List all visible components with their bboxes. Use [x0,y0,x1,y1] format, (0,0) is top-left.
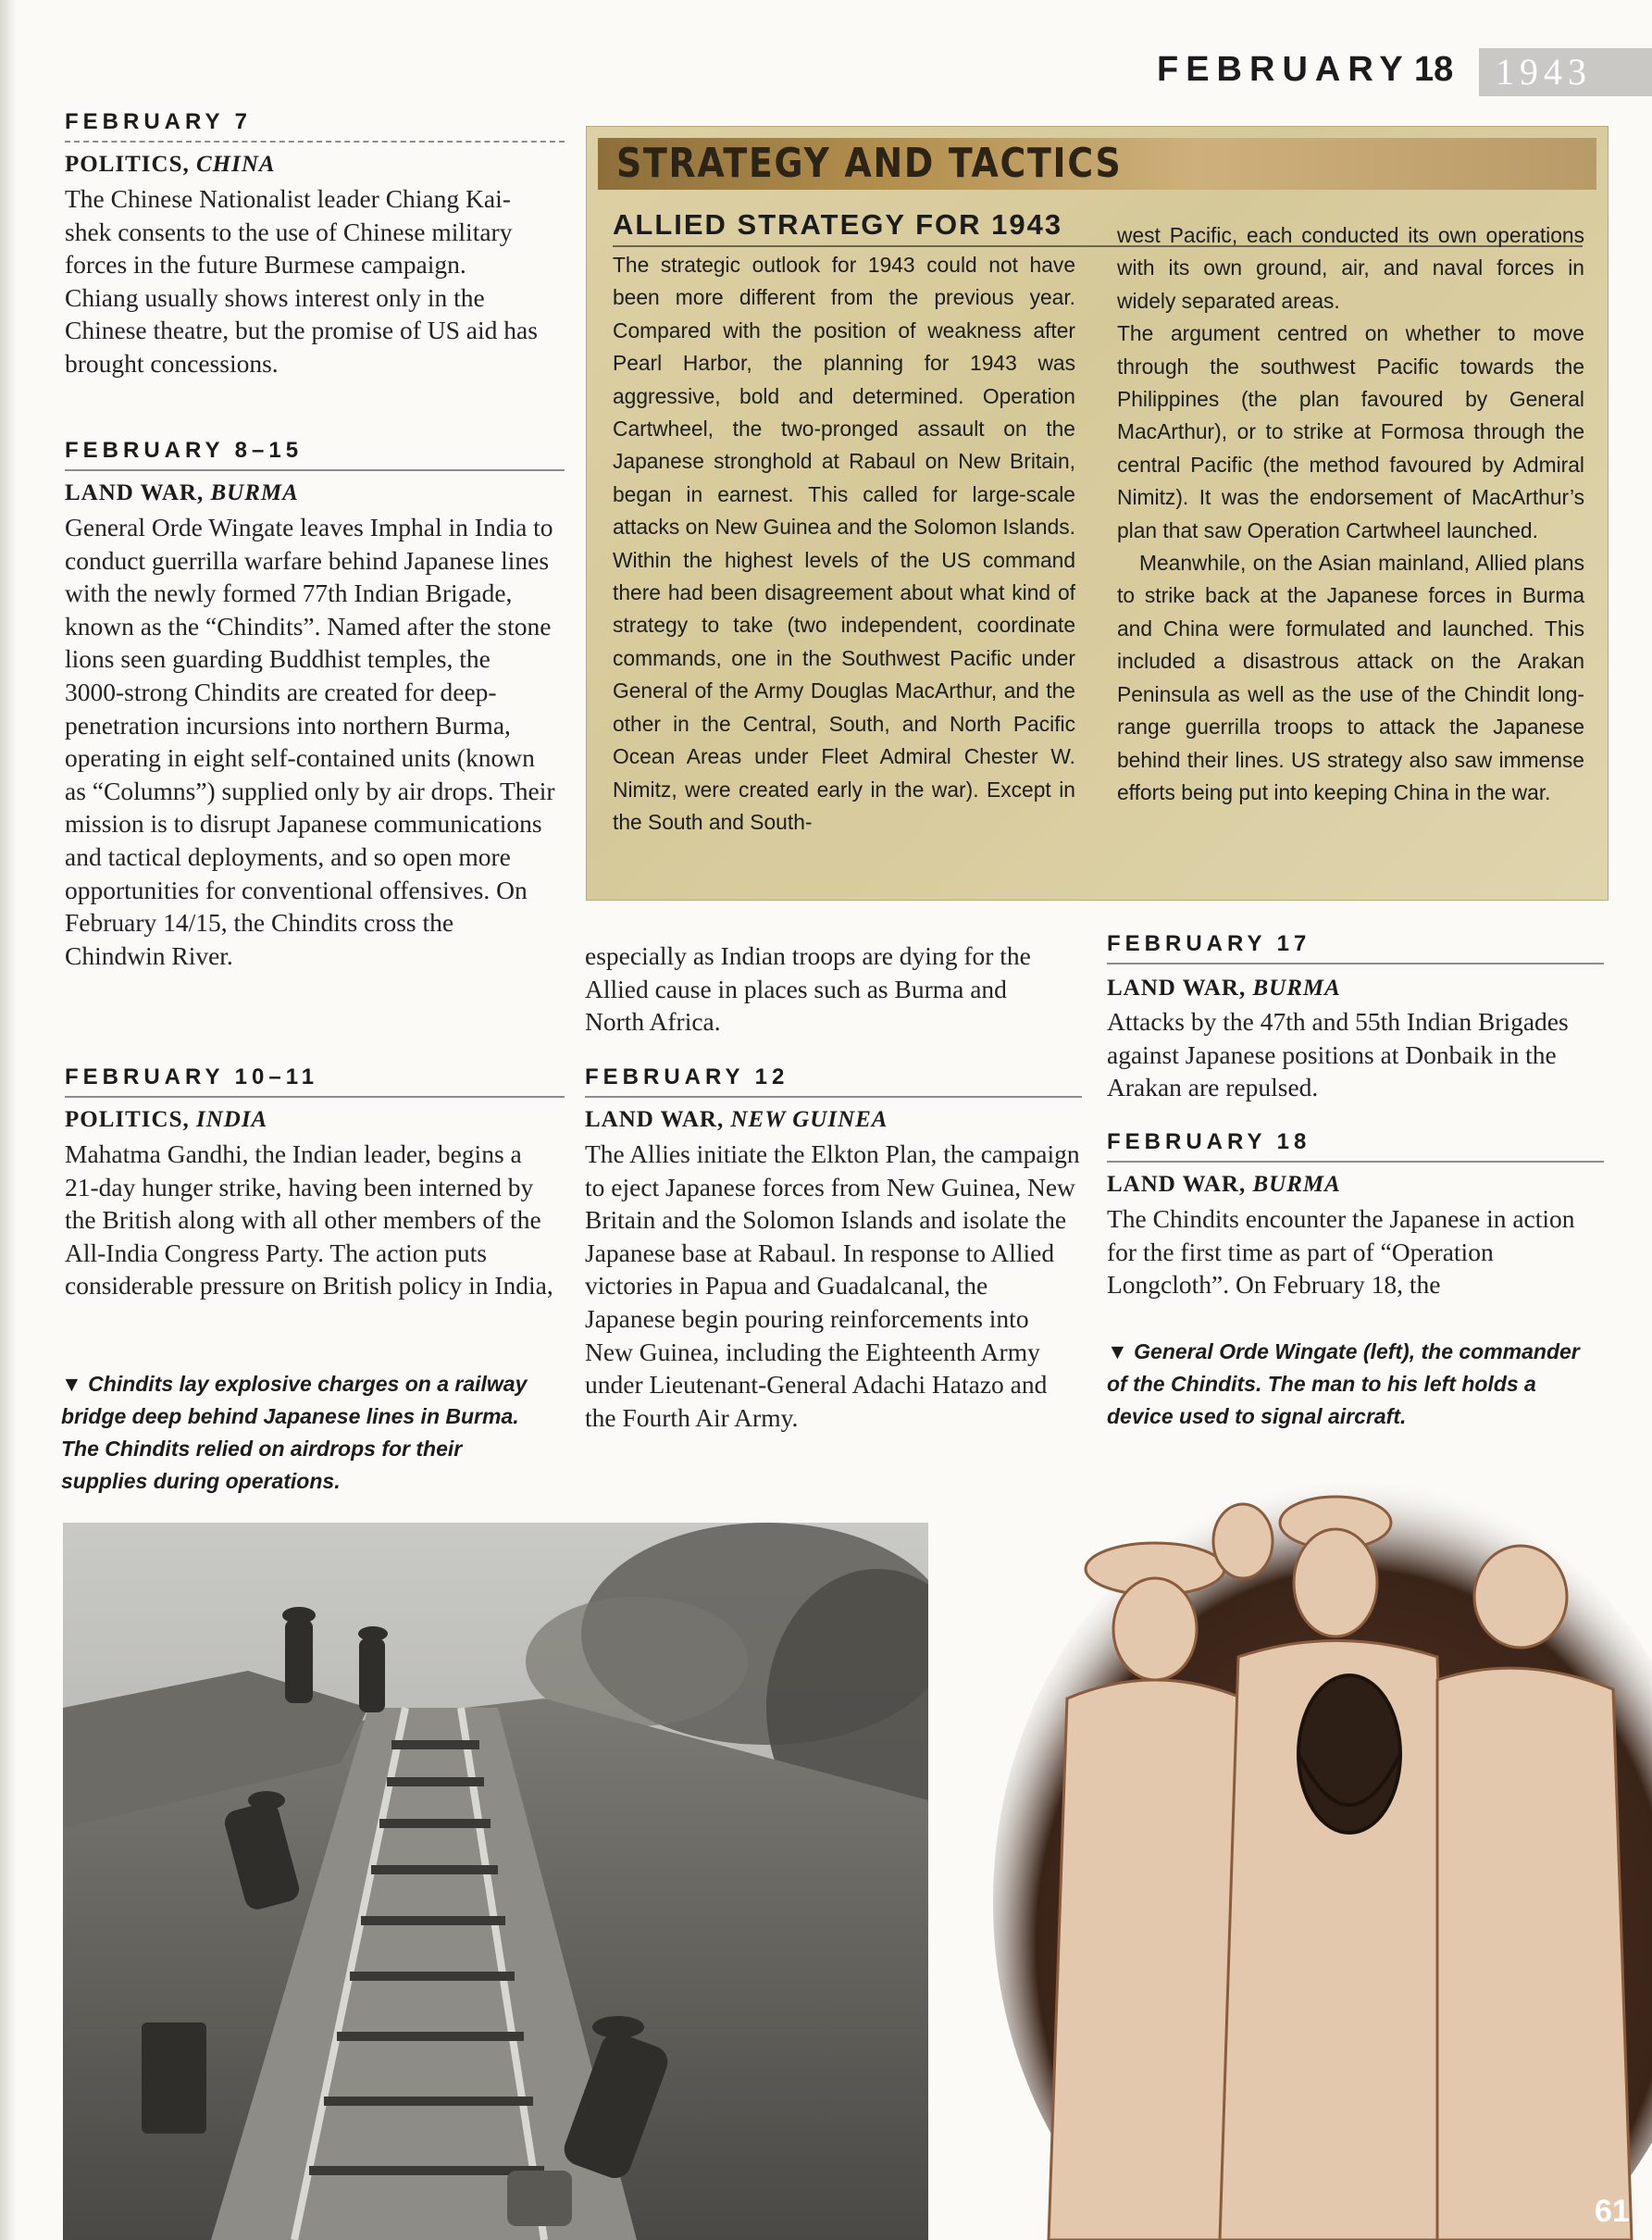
region-text: BURMA [1252,976,1341,1001]
entry-body: Mahatma Gandhi, the Indian leader, begins a 21-day hunger strike, having been interned by the British along with all other members of the All-India Congress Party. The action puts considerable pressure on British policy in India, [65,1139,553,1300]
category-label [65,152,276,178]
strategy-column-2 [1117,219,1584,809]
photo-caption: ▼ Chindits lay explosive charges on a railway bridge deep behind Japanese lines in Burma. The Chindits relied on airdrops for their supplies during operations. [61,1372,528,1493]
wingate-group-image [984,1467,1652,2240]
date-heading: FEBRUARY 8–15 [65,438,565,471]
strategy-panel [586,126,1609,901]
photo-caption: ▼ General Orde Wingate (left), the commander of the Chindits. The man to his left holds a device used to signal aircraft. [1107,1339,1580,1428]
running-header-year: 1943 [1496,51,1592,93]
strategy-paragraph: The argument centred on whether to move through the southwest Pacific towards the Philippines (the plan favoured by General MacArthur), or to strike at Formosa through the central Pacific (the method favoured by Admiral Nimitz). It was the endorsement of MacArthur’s plan that saw Operation Cartwheel launched. [1117,321,1584,542]
region-text: BURMA [210,480,299,505]
date-heading: FEBRUARY 12 [585,1064,1082,1098]
category-label [65,480,299,506]
page-number: 61 [1595,2194,1630,2229]
category-label [1107,976,1341,1002]
strategy-paragraph: The strategic outlook for 1943 could not have been more different from the previous year. Compared with the position of weakness after Pearl Harbor, the planning for 1943 was aggressive, bold and determined. Operation Cartwheel, the two-pronged assault on the Japanese stronghold at Rabaul on New Britain, began in earnest. This called for large-scale attacks on New Guinea and the Solomon Islands. Within the highest levels of the US command there had been disagreement about what kind of strategy to take (two independent, coordinate commands, one in the Southwest Pacific under General of the Army Douglas MacArthur, and the other in the Central, South, and North Pacific Ocean Areas under Fleet Admiral Chester W. Nimitz, were created early in the war). Except in the South and South- [613,253,1075,834]
entry-body: The Allies initiate the Elkton Plan, the campaign to eject Japanese forces from New Guinea, New Britain and the Solomon Islands and isolate the Japanese base at Rabaul. In response to Allied victories in Papua and Guadalcanal, the Japanese begin pouring reinforcements into New Guinea, including the Eighteenth Army under Lieutenant-General Adachi Hatazo and the Fourth Air Army. [585,1139,1080,1432]
entry-body: The Chinese Nationalist leader Chiang Kai-shek consents to the use of Chinese military forces in the future Burmese campaign. Chiang usually shows interest only in the Chinese theatre, but the promise of US aid has brought concessions. [65,184,538,378]
strategy-banner-title: STRATEGY AND TACTICS [616,140,1123,187]
entry-body: Attacks by the 47th and 55th Indian Brigades against Japanese positions at Donbaik in the Arakan are repulsed. [1107,1007,1569,1102]
date-heading: FEBRUARY 7 [65,109,565,143]
category-text: LAND WAR, [1107,976,1247,1001]
strategy-banner [598,138,1596,190]
page-edge-shadow [0,0,17,2240]
date-heading: FEBRUARY 18 [1107,1129,1604,1163]
entry-body: General Orde Wingate leaves Imphal in India to conduct guerrilla warfare behind Japanese lines with the newly formed 77th Indian Brigade, known as the “Chindits”. Named after the stone lions seen guarding Buddhist temples, the 3000-strong Chindits are created for deep-penetration incursions into northern Burma, operating in eight self-contained units (known as “Columns”) supplied only by air drops. Their mission is to disrupt Japanese communications and tactical deployments, and so open more opportunities for conventional offensives. On February 14/15, the Chindits cross the Chindwin River. [65,513,555,970]
category-text: POLITICS, [65,1107,190,1132]
date-heading: FEBRUARY 10–11 [65,1064,565,1098]
region-text: CHINA [195,152,276,177]
running-header-day: 18 [1414,50,1454,89]
railway-scene-image [63,1523,928,2240]
category-label [65,1107,267,1133]
category-label [585,1107,888,1133]
category-text: LAND WAR, [585,1107,725,1132]
region-text: INDIA [195,1107,268,1132]
category-text: POLITICS, [65,152,190,177]
category-text: LAND WAR, [65,480,205,505]
entry-body: The Chindits encounter the Japanese in action for the first time as part of “Operation Longcloth”. On February 18, the [1107,1204,1575,1300]
region-text: BURMA [1252,1172,1341,1197]
wingate-portrait-photo [984,1467,1652,2240]
region-text: NEW GUINEA [730,1107,888,1132]
strategy-column-1 [613,249,1075,839]
running-header-year-box [1479,48,1652,96]
running-header [1092,48,1652,100]
category-label [1107,1172,1341,1198]
running-header-month: FEBRUARY [1157,50,1410,89]
strategy-paragraph: Meanwhile, on the Asian mainland, Allied plans to strike back at the Japanese forces in Burma and China were formulated and launched. This included a disastrous attack on the Arakan Peninsula as well as the use of the Chindit long-range guerrilla troops to attack the Japanese behind their lines. US strategy also saw immense efforts being put into keeping China in the war. [1117,551,1584,804]
category-text: LAND WAR, [1107,1172,1247,1197]
chindits-railway-photo [63,1523,928,2240]
continuation-text: especially as Indian troops are dying for the Allied cause in places such as Burma and North Africa. [585,941,1031,1037]
strategy-heading: ALLIED STRATEGY FOR 1943 [613,208,1063,241]
strategy-paragraph: west Pacific, each conducted its own operations with its own ground, air, and naval forces in widely separated areas. [1117,223,1584,313]
date-heading: FEBRUARY 17 [1107,931,1604,964]
